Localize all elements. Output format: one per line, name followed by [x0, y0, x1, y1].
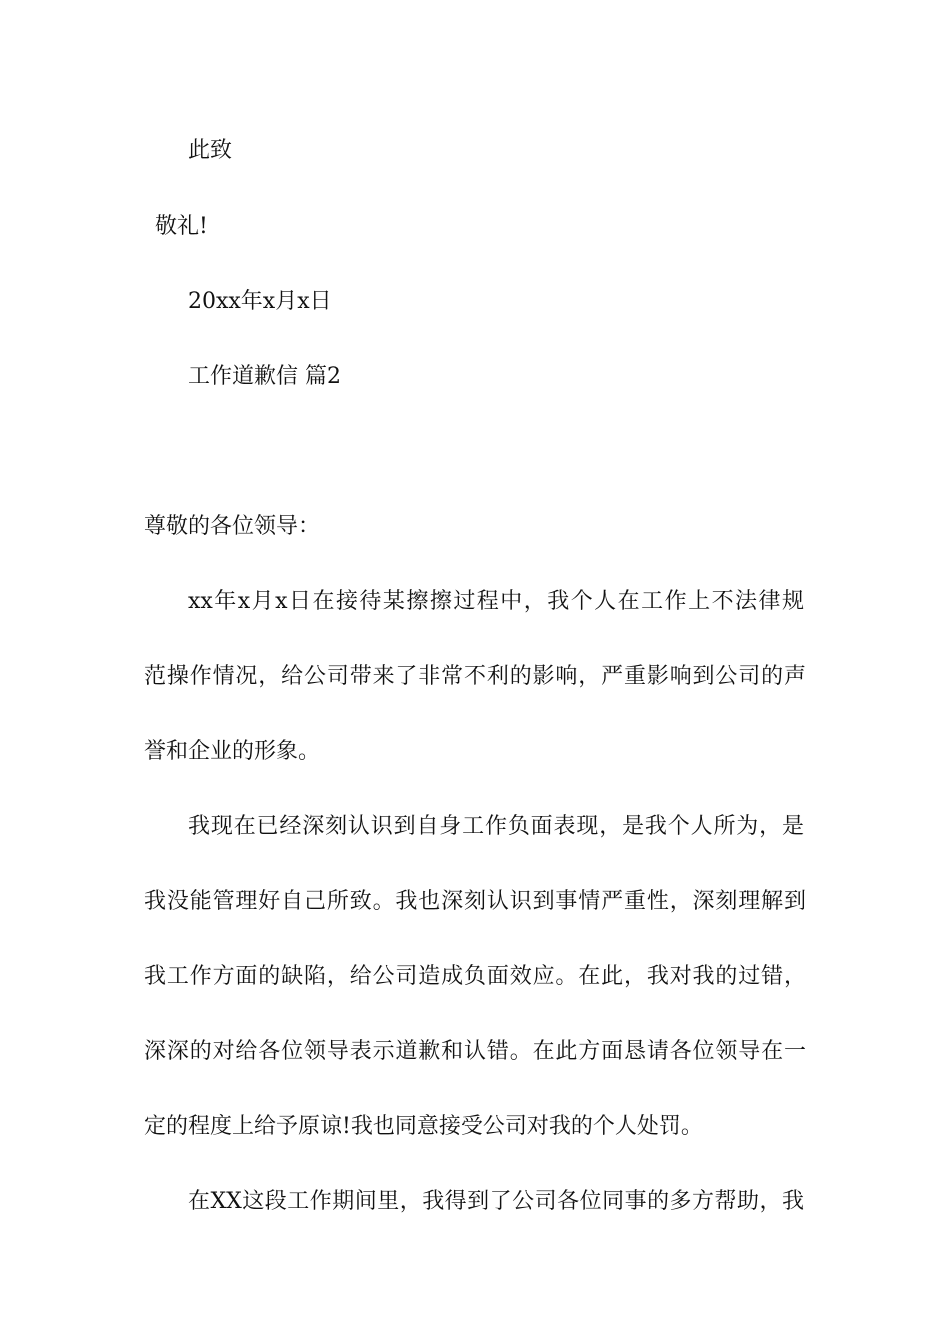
- paragraph-line: 定的程度上给予原谅!我也同意接受公司对我的个人处罚。: [144, 1114, 703, 1139]
- section-title: 工作道歉信 篇2: [188, 364, 341, 389]
- paragraph-line: 深深的对给各位领导表示道歉和认错。在此方面恳请各位领导在一: [144, 1039, 806, 1064]
- paragraph-line: xx年x月x日在接待某擦擦过程中，我个人在工作上不法律规: [188, 589, 804, 614]
- date-line: 20xx年x月x日: [188, 289, 332, 314]
- greeting: 尊敬的各位领导：: [144, 514, 321, 539]
- paragraph-line: 我工作方面的缺陷，给公司造成负面效应。在此，我对我的过错，: [144, 964, 806, 989]
- paragraph-line: 在XX这段工作期间里，我得到了公司各位同事的多方帮助，我: [188, 1189, 804, 1214]
- paragraph-line: 誉和企业的形象。: [144, 739, 321, 764]
- closing-line: 此致: [188, 138, 233, 163]
- paragraph-line: 我没能管理好自己所致。我也深刻认识到事情严重性，深刻理解到: [144, 889, 806, 914]
- paragraph-line: 我现在已经深刻认识到自身工作负面表现，是我个人所为，是: [188, 814, 804, 839]
- salute-line: 敬礼!: [155, 214, 208, 239]
- paragraph-line: 范操作情况，给公司带来了非常不利的影响，严重影响到公司的声: [144, 664, 806, 689]
